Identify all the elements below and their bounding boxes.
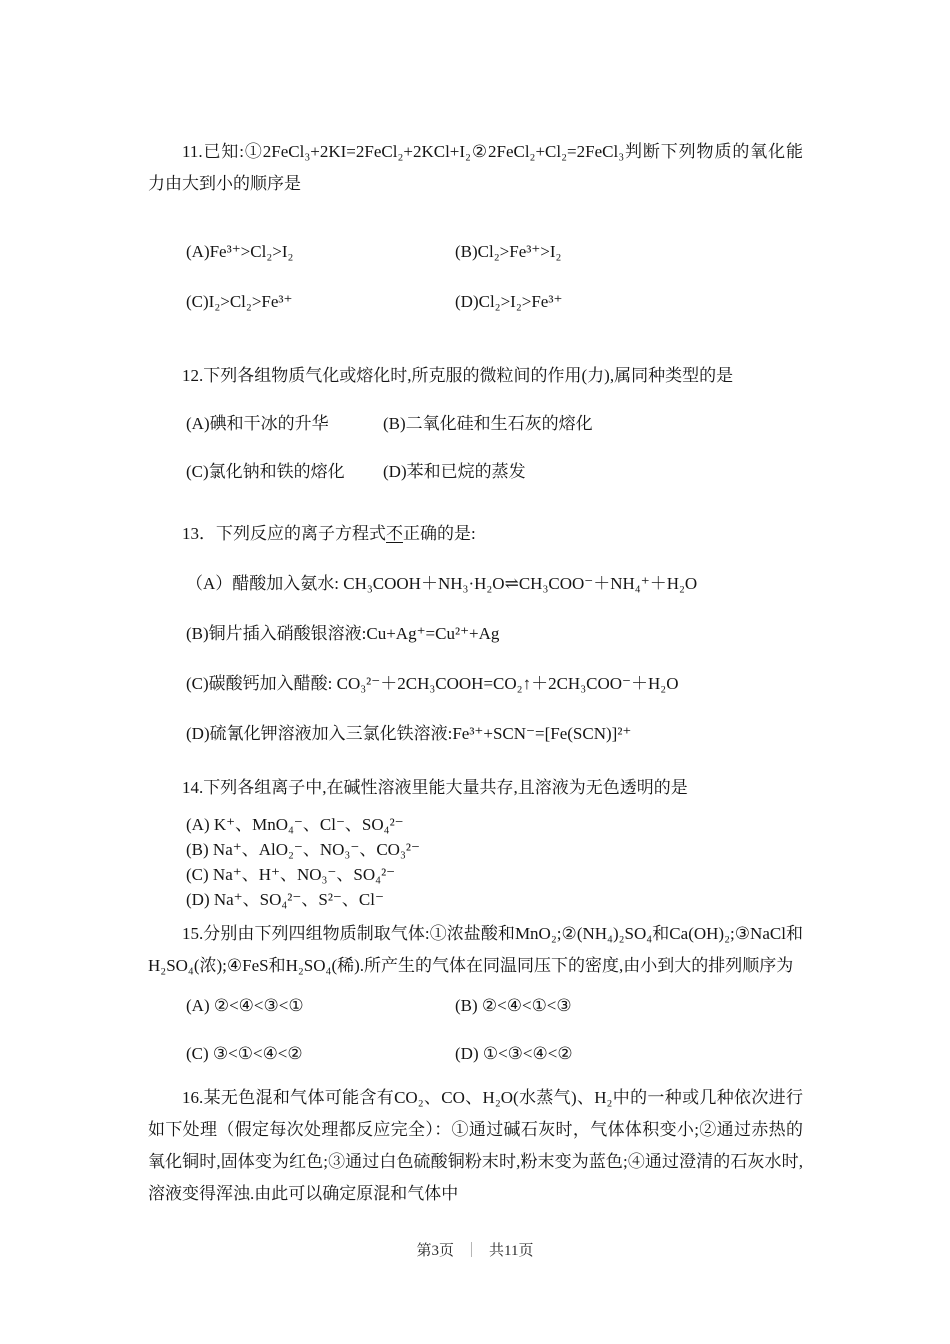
question-11-option-d: (D)Cl₂>I₂>Fe³⁺: [455, 292, 563, 311]
question-14-stem: 14.下列各组离子中,在碱性溶液里能大量共存,且溶液为无色透明的是: [182, 778, 688, 797]
footer-page-number: 第3页: [416, 1243, 455, 1259]
option-row: [186, 286, 803, 318]
question-15-option-d: (D) ①<③<④<②: [455, 1044, 573, 1063]
question-14-option-b: (B) Na⁺、AlO₂⁻、NO₃⁻、CO₃²⁻: [186, 840, 420, 859]
option-row: [186, 456, 803, 488]
question-11-options: [148, 236, 803, 318]
question-11-option-b: (B)Cl₂>Fe³⁺>I₂: [455, 242, 562, 261]
question-13-option-b: (B)铜片插入硝酸银溶液:Cu+Ag⁺=Cu²⁺+Ag: [186, 624, 500, 643]
question-16-stem: 16.某无色混和气体可能含有CO₂、CO、H₂O(水蒸气)、H₂中的一种或几种依次进行如下处理（假定每次处理都反应完全）：①通过碱石灰时，气体体积变小;②通过赤热的氧化铜时,固体变为红色;③通过白色硫酸铜粉末时,粉末变为蓝色;④通过澄清的石灰水时,溶液变得浑浊.由此可以确定原混和气体中: [148, 1088, 803, 1203]
question-13-options: [148, 568, 803, 750]
page-footer: [0, 1240, 950, 1262]
question-15-stem: 15.分别由下列四组物质制取气体:①浓盐酸和MnO₂;②(NH₄)₂SO₄和Ca(OH)₂;③NaCl和H₂SO₄(浓);④FeS和H₂SO₄(稀).所产生的气体在同温同压下的密度,由小到大的排列顺序为: [148, 924, 803, 975]
question-11-stem: 11.已知:①2FeCl₃+2KI=2FeCl₂+2KCl+I₂②2FeCl₂+Cl₂=2FeCl₃判断下列物质的氧化能力由大到小的顺序是: [148, 142, 803, 193]
option-row: [186, 408, 803, 440]
question-12-stem: 12.下列各组物质气化或熔化时,所克服的微粒间的作用(力),属同种类型的是: [182, 366, 734, 385]
question-12-option-c: (C)氯化钠和铁的熔化: [186, 462, 345, 481]
question-14-option-d: (D) Na⁺、SO₄²⁻、S²⁻、Cl⁻: [186, 890, 384, 909]
question-12: [148, 360, 803, 488]
question-12-option-a: (A)碘和干冰的升华: [186, 414, 329, 433]
question-11: [148, 136, 803, 318]
question-15: [148, 918, 803, 1070]
option-row: [186, 1038, 803, 1070]
question-13-option-c: (C)碳酸钙加入醋酸: CO₃²⁻＋2CH₃COOH=CO₂↑＋2CH₃COO⁻＋H₂O: [186, 674, 679, 693]
question-12-options: [148, 408, 803, 488]
footer-separator: ｜: [464, 1243, 480, 1259]
question-13: [148, 518, 803, 750]
question-12-option-b: (B)二氧化硅和生石灰的熔化: [383, 414, 593, 433]
footer-page-total: 共11页: [489, 1243, 534, 1259]
question-13-stem-prefix: 13．下列反应的离子方程式: [182, 524, 386, 543]
question-11-option-c: (C)I₂>Cl₂>Fe³⁺: [186, 292, 293, 311]
question-13-option-a: （A）醋酸加入氨水: CH₃COOH＋NH₃·H₂O⇌CH₃COO⁻＋NH₄⁺＋H₂O: [186, 574, 698, 593]
question-13-option-d: (D)硫氰化钾溶液加入三氯化铁溶液:Fe³⁺+SCN⁻=[Fe(SCN)]²⁺: [186, 724, 632, 743]
question-12-option-d: (D)苯和已烷的蒸发: [383, 462, 526, 481]
question-13-stem-emphasis: 不: [386, 524, 403, 543]
question-15-option-c: (C) ③<①<④<②: [186, 1044, 303, 1063]
question-13-stem: [148, 518, 803, 550]
question-14: [148, 772, 803, 912]
question-16: [148, 1082, 803, 1210]
question-11-option-a: (A)Fe³⁺>Cl₂>I₂: [186, 242, 294, 261]
question-13-stem-suffix: 正确的是:: [403, 524, 476, 543]
question-14-option-c: (C) Na⁺、H⁺、NO₃⁻、SO₄²⁻: [186, 865, 396, 884]
option-row: [186, 990, 803, 1022]
question-15-options: [148, 990, 803, 1070]
question-14-options: [148, 812, 803, 912]
question-14-option-a: (A) K⁺、MnO₄⁻、Cl⁻、SO₄²⁻: [186, 815, 404, 834]
option-row: [186, 236, 803, 268]
question-15-option-b: (B) ②<④<①<③: [455, 996, 572, 1015]
question-15-option-a: (A) ②<④<③<①: [186, 996, 304, 1015]
